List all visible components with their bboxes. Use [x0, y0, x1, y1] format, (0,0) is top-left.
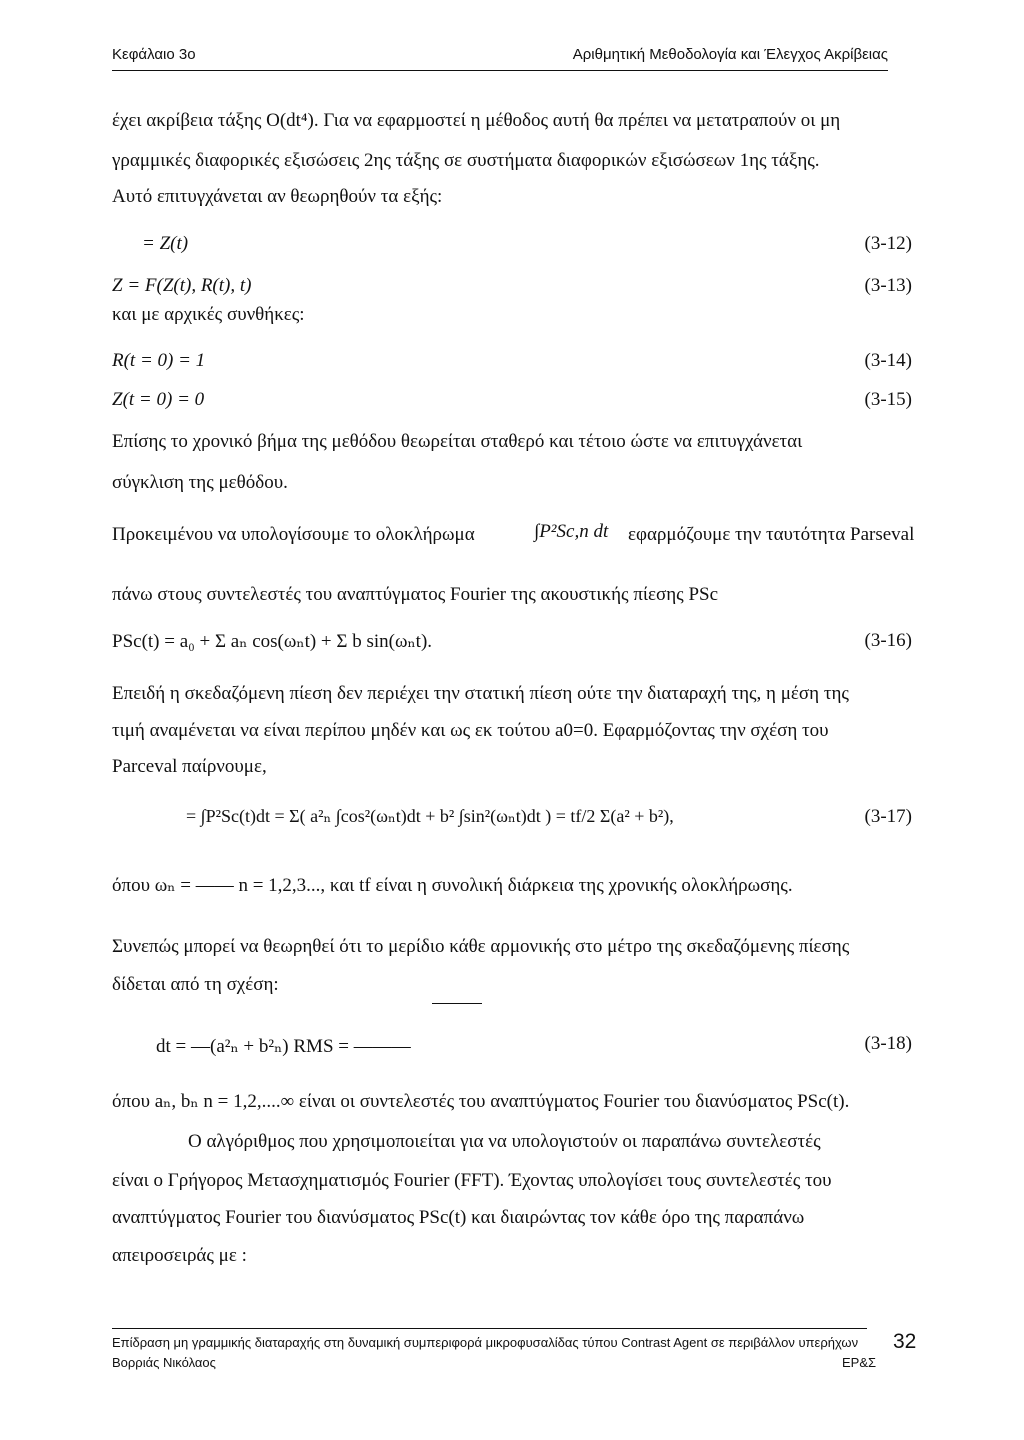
header-rule	[112, 70, 888, 71]
equation-3-12: = Z(t)	[142, 233, 189, 254]
body-para6-line3: αναπτύγματος Fourier του διανύσματος PSc(t) και διαιρώντας τον κάθε όρο της παραπάνω	[112, 1207, 805, 1228]
body-line-1: έχει ακρίβεια τάξης O(dt⁴). Για να εφαρμοστεί η μέθοδος αυτή θα πρέπει να μετατραπούν οι μη	[112, 110, 841, 131]
equation-3-13: Z = F(Z(t), R(t), t)	[112, 275, 252, 296]
equation-3-16: PSc(t) = a₀ + Σ aₙ cos(ωₙt) + Σ b sin(ωₙt).	[112, 631, 433, 652]
body-para4-line2: τιμή αναμένεται να είναι περίπου μηδέν και ως εκ τούτου a0=0. Εφαρμόζοντας την σχέση του	[112, 720, 829, 741]
equation-number-3-17: (3-17)	[864, 806, 912, 827]
body-para2-line1: Επίσης το χρονικό βήμα της μεθόδου θεωρείται σταθερό και τέτοιο ώστε να επιτυγχάνεται	[112, 431, 803, 452]
integral-expression: ∫P²Sc,n dt	[534, 521, 609, 542]
page-number: 32	[893, 1330, 917, 1353]
equation-number-3-15: (3-15)	[864, 389, 912, 410]
body-line-3: Αυτό επιτυγχάνεται αν θεωρηθούν τα εξής:	[112, 186, 443, 207]
where-coefficients-line: όπου aₙ, bₙ n = 1,2,....∞ είναι οι συντελεστές του αναπτύγματος Fourier του διανύσματος PSc(t).	[112, 1091, 850, 1112]
equation-number-3-14: (3-14)	[864, 350, 912, 371]
chapter-header: Κεφάλαιο 3ο	[112, 46, 196, 63]
body-para5-line1: Συνεπώς μπορεί να θεωρηθεί ότι το μερίδιο κάθε αρμονικής στο μέτρο της σκεδαζόμενης πίεσης	[112, 936, 850, 957]
equation-number-3-18: (3-18)	[864, 1033, 912, 1054]
equation-3-18: dt = —(a²ₙ + b²ₙ) RMS = ———	[156, 1036, 411, 1057]
equation-3-15: Z(t = 0) = 0	[112, 389, 205, 410]
body-para3-line2: πάνω στους συντελεστές του αναπτύγματος Fourier της ακουστικής πίεσης PSc	[112, 584, 719, 605]
body-para4-line1: Επειδή η σκεδαζόμενη πίεση δεν περιέχει την στατική πίεση ούτε την διαταραχή της, η μέση της	[112, 683, 849, 704]
fraction-bar	[432, 1003, 482, 1004]
where-omega-line: όπου ωₙ = —— n = 1,2,3..., και tf είναι η συνολική διάρκεια της χρονικής ολοκλήρωσης.	[112, 875, 793, 896]
body-para2-line2: σύγκλιση της μεθόδου.	[112, 472, 288, 493]
initial-conditions-label: και με αρχικές συνθήκες:	[112, 304, 305, 325]
equation-number-3-16: (3-16)	[864, 630, 912, 651]
body-para3-line1b: εφαρμόζουμε την ταυτότητα Parseval	[628, 524, 915, 545]
footer-author: Βορριάς Νικόλαος	[112, 1355, 216, 1370]
footer-rule	[112, 1328, 867, 1329]
equation-number-3-12: (3-12)	[864, 233, 912, 254]
body-para5-line2: δίδεται από τη σχέση:	[112, 974, 279, 995]
footer-title: Επίδραση μη γραμμικής διαταραχής στη δυναμική συμπεριφορά μικροφυσαλίδας τύπου Contrast Agent σε περιβάλλον υπερήχων	[112, 1335, 859, 1350]
footer-department: ΕΡ&Σ	[842, 1355, 877, 1370]
body-para6-line4: απειροσειράς με :	[112, 1245, 247, 1266]
body-line-2: γραμμικές διαφορικές εξισώσεις 2ης τάξης σε συστήματα διαφορικών εξισώσεων 1ης τάξης.	[112, 150, 820, 171]
body-para3-line1a: Προκειμένου να υπολογίσουμε το ολοκλήρωμα	[112, 524, 475, 545]
body-para6-line2: είναι ο Γρήγορος Μετασχηματισμός Fourier (FFT). Έχοντας υπολογίσει τους συντελεστές του	[112, 1170, 832, 1191]
section-header: Αριθμητική Μεθοδολογία και Έλεγχος Ακρίβειας	[572, 46, 888, 63]
equation-3-14: R(t = 0) = 1	[112, 350, 206, 371]
equation-3-17: = ∫P²Sc(t)dt = Σ( a²ₙ ∫cos²(ωₙt)dt + b² ∫sin²(ωₙt)dt ) = tf/2 Σ(a² + b²),	[186, 806, 674, 826]
equation-number-3-13: (3-13)	[864, 275, 912, 296]
body-para4-line3: Parceval παίρνουμε,	[112, 756, 267, 777]
body-para6-line1: Ο αλγόριθμος που χρησιμοποιείται για να υπολογιστούν οι παραπάνω συντελεστές	[188, 1131, 821, 1152]
